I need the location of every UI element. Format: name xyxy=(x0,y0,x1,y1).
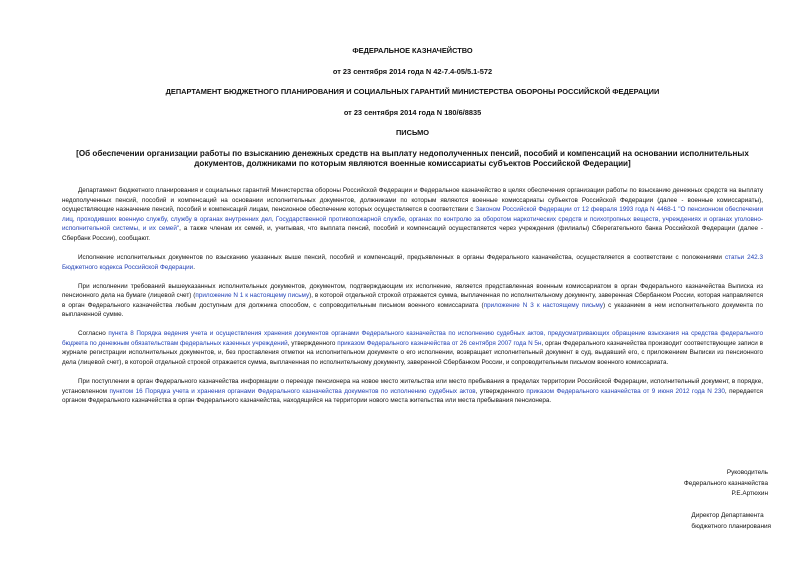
signature-block-treasury xyxy=(684,468,768,500)
paragraph-3 xyxy=(62,282,763,320)
procedure-clause-8-link[interactable]: пункта 8 Порядка ведения учета и осуществления хранения документов органами Федерального казначейства по исполнению судебных актов, предусматривающих обращение взыскания на средства федерального бюджета по денежным обязательствам федеральных казенных учреждений xyxy=(62,330,763,347)
paragraph-4 xyxy=(62,329,763,367)
signatory-title: Директор Департамента xyxy=(691,512,764,519)
document-type: ПИСЬМО xyxy=(396,128,429,138)
paragraph-5 xyxy=(62,377,763,406)
order-230-link[interactable]: приказом Федерального казначейства от 9 июня 2012 года N 230 xyxy=(526,387,725,395)
paragraph-text: При поступлении в орган Федерального казначейства информации о переезде пенсионера на новое место жительства или место пребывания в пределах территории Российской Федерации, исполнительный документ, в порядке, установленном xyxy=(62,378,763,395)
document-subject: [Об обеспечении организации работы по взысканию денежных средств на выплату недополученных пенсий, пособий и компенсаций на основании исполнительных документов, должниками по которым являются военные комиссариаты субъектов Российской Федерации] xyxy=(76,148,749,168)
paragraph-text: , утвержденного xyxy=(287,339,338,347)
signatory-organization: бюджетного планирования xyxy=(691,522,771,530)
department-doc-number: от 23 сентября 2014 года N 180/6/8835 xyxy=(343,107,482,117)
law-link[interactable]: Законом Российской Федерации от 12 февраля 1993 года N 4468-1 "О пенсионном обеспечении лиц, проходивших военную службу, службу в органах внутренних дел, Государственной противопожарной службе, органах по контролю за оборотом наркотических средств и психотропных веществ, учреждениях и органах уголовно-исполнительной системы, и их семей" xyxy=(62,206,764,233)
signatory-name: Р.Е.Артюхин xyxy=(731,490,768,497)
document-body xyxy=(62,186,763,406)
paragraph-text: , орган Федерального казначейства производит соответствующие записи в журнале регистрации исполнительных документов, и, без проставления отметки на исполнительном документе о его исполнении, возвращает исполнительный документ в суд, выдавший его, с приложением Выписки из пенсионного дела (лицевой счет), в которой отдельной строкой отражается сумма, выплаченная по исполнительному документу, заверенной Сбербанком России, и сопроводительным письмом военного комиссариата. xyxy=(62,339,763,367)
paragraph-text: , а также членам их семей, и, учитывая, что выплата пенсий, пособий и компенсаций осуществляется через учреждения (филиалы) Сберегательного банка Российской Федерации (далее - Сбербанк России), сообщают. xyxy=(62,225,764,242)
paragraph-text: ), в которой отдельной строкой отражается сумма, выплаченная по исполнительному документу, заверенная Сбербанком России, которая направляется в орган Федерального казначейства любым доступным для должника способом, с сопроводительным письмом военного комиссариата ( xyxy=(62,292,763,309)
paragraph-1 xyxy=(62,186,763,244)
signatory-title: Руководитель xyxy=(726,469,768,476)
paragraph-text: Согласно xyxy=(78,330,109,338)
paragraph-text: Исполнение исполнительных документов по взысканию указанных выше пенсий, пособий и компенсаций, предъявленных в органы Федерального казначейства, осуществляется в соответствии с положениями xyxy=(78,253,725,261)
signature-block-department xyxy=(691,511,771,532)
treasury-doc-number: от 23 сентября 2014 года N 42-7.4-05/5.1-572 xyxy=(332,66,493,76)
issuer-treasury: ФЕДЕРАЛЬНОЕ КАЗНАЧЕЙСТВО xyxy=(352,46,473,55)
paragraph-text: . xyxy=(193,263,195,271)
appendix-1-link[interactable]: приложение N 1 к настоящему письму xyxy=(195,292,310,300)
order-5n-link[interactable]: приказом Федерального казначейства от 26 сентября 2007 года N 5н xyxy=(337,339,542,347)
appendix-3-link[interactable]: приложение N 3 к настоящему письму xyxy=(483,301,603,309)
paragraph-text: , передается органом Федерального казначейства в орган Федерального казначейства, находящийся на территории нового места жительства или места пребывания пенсионера. xyxy=(62,387,763,405)
paragraph-text: Департамент бюджетного планирования и социальных гарантий Министерства обороны Российской Федерации и Федеральное казначейство в целях обеспечения организации работы по взысканию денежных средств на выплату недополученных пенсий, пособий и компенсаций на основании исполнительных документов, должниками по которым являются военные комиссариаты субъектов Российской Федерации (далее - военные комиссариаты), осуществляющие назначение пенсий, пособий и компенсаций лицам, пенсионное обеспечение которых осуществляется в соответствии с xyxy=(62,186,763,214)
document-header xyxy=(62,46,763,169)
issuer-department: ДЕПАРТАМЕНТ БЮДЖЕТНОГО ПЛАНИРОВАНИЯ И СОЦИАЛЬНЫХ ГАРАНТИЙ МИНИСТЕРСТВА ОБОРОНЫ РОССИЙСКОЙ ФЕДЕРАЦИИ xyxy=(165,87,660,97)
paragraph-text: При исполнении требований вышеуказанных исполнительных документов, документом, подтверждающим их исполнение, является представленная военным комиссариатом в орган Федерального казначейства Выписка из пенсионного дела на бумаге (лицевой счет) ( xyxy=(62,282,763,300)
paragraph-text: ) с указанием в нем исполнительного документа по выплаченной сумме. xyxy=(62,301,763,319)
signatory-organization: Федерального казначейства xyxy=(683,479,768,487)
procedure-clause-16-link[interactable]: пунктом 16 Порядка учета и хранения органами Федерального казначейства документов по исполнению судебных актов xyxy=(109,387,476,395)
paragraph-text: , утвержденного xyxy=(475,387,527,395)
budget-code-link[interactable]: статьи 242.3 Бюджетного кодекса Российской Федерации xyxy=(62,253,763,271)
paragraph-2 xyxy=(62,253,763,272)
